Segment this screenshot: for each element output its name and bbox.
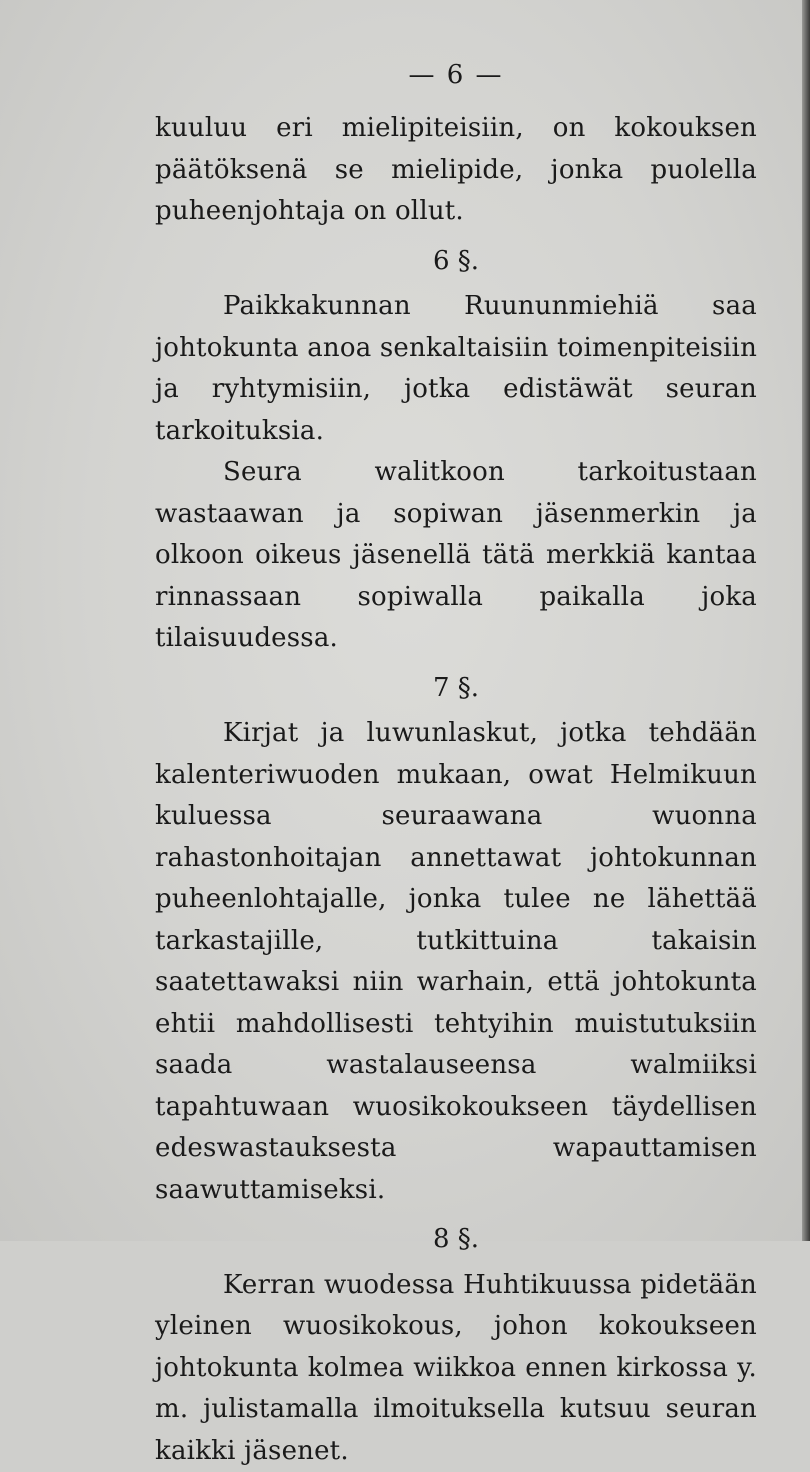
section-heading: 7 §.: [155, 668, 757, 710]
section-paragraph: Seura walitkoon tarkoitustaan wastaawan ja sopiwan jäsenmerkin ja olkoon oikeus jäsenellä tätä merkkiä kantaa rinnassaan sopiwalla paikalla joka tilaisuudessa.: [155, 452, 757, 660]
section-paragraph: Kerran wuodessa Huhtikuussa pidetään yleinen wuosikokous, johon kokoukseen johtokunta kolmea wiikkoa ennen kirkossa y. m. julistamalla ilmoituksella kutsuu seuran kaikki jäsenet.: [155, 1265, 757, 1472]
continuation-paragraph: kuuluu eri mielipiteisiin, on kokouksen päätöksenä se mielipide, jonka puolella puheenjohtaja on ollut.: [155, 108, 757, 233]
section-8: [155, 1219, 757, 1472]
page-content: [155, 60, 757, 1472]
section-paragraph: Paikkakunnan Ruununmiehiä saa johtokunta anoa senkaltaisiin toimenpiteisiin ja ryhtymisiin, jotka edistäwät seuran tarkoituksia.: [155, 286, 757, 452]
section-6: [155, 241, 757, 660]
section-paragraph: Kirjat ja luwunlaskut, jotka tehdään kalenteriwuoden mukaan, owat Helmikuun kuluessa seuraawana wuonna rahastonhoitajan annettawat johtokunnan puheenlohtajalle, jonka tulee ne lähettää tarkastajille, tutkittuina takaisin saatettawaksi niin warhain, että johtokunta ehtii mahdollisesti tehtyihin muistutuksiin saada wastalauseensa walmiiksi tapahtuwaan wuosikokoukseen täydellisen edeswastauksesta wapauttamisen saawuttamiseksi.: [155, 713, 757, 1211]
section-heading: 6 §.: [155, 241, 757, 283]
page-edge-shadow: [802, 0, 810, 1241]
section-heading: 8 §.: [155, 1219, 757, 1261]
page-number: — 6 —: [155, 60, 757, 90]
section-7: [155, 668, 757, 1212]
